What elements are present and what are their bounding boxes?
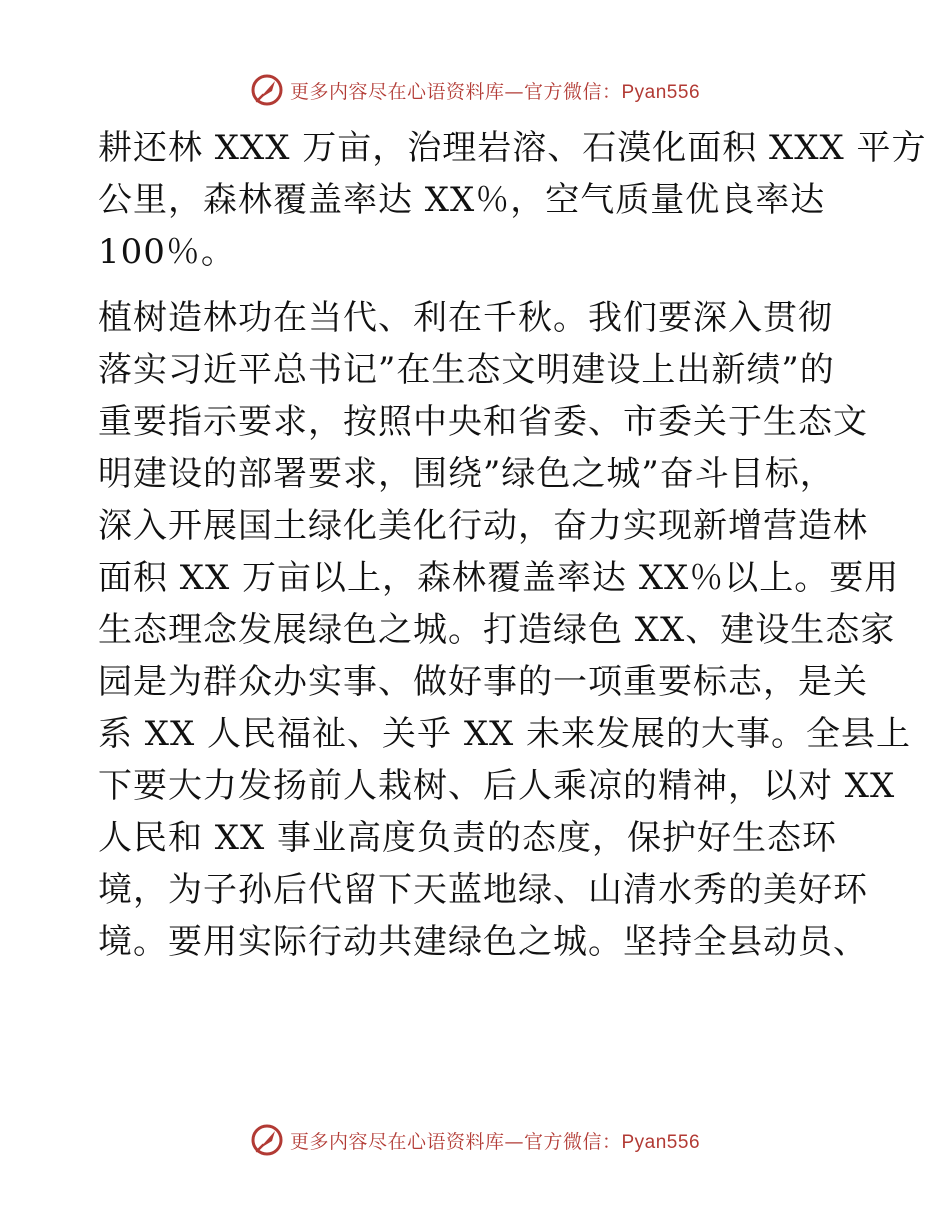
paragraph-1 [98,122,927,278]
text-line: 系 XX 人民福祉、关乎 XX 未来发展的大事。全县上 [98,714,912,754]
text-line: 境，为子孙后代留下天蓝地绿、山清水秀的美好环 [98,870,868,910]
header-watermark-text: 更多内容尽在心语资料库—官方微信：Pyan556 [289,80,701,103]
header-watermark [0,70,950,110]
text-line: 植树造林功在当代、利在千秋。我们要深入贯彻 [98,298,833,338]
text-line: 园是为群众办实事、做好事的一项重要标志，是关 [98,662,868,702]
text-line: 重要指示要求，按照中央和省委、市委关于生态文 [98,402,868,442]
text-line: 下要大力发扬前人栽树、后人乘凉的精神，以对 XX [98,766,896,806]
text-line: 境。要用实际行动共建绿色之城。坚持全县动员、 [98,922,868,962]
text-line: 落实习近平总书记”在生态文明建设上出新绩”的 [98,350,835,390]
footer-watermark [0,1120,950,1160]
footer-watermark-text: 更多内容尽在心语资料库—官方微信：Pyan556 [289,1130,701,1153]
text-line: 人民和 XX 事业高度负责的态度，保护好生态环 [98,818,838,858]
paragraph-2 [98,292,912,968]
text-line: 100％。 [98,232,236,272]
text-line: 耕还林 XXX 万亩，治理岩溶、石漠化面积 XXX 平方 [98,128,927,168]
quill-logo-icon [250,1123,284,1157]
text-line: 面积 XX 万亩以上，森林覆盖率达 XX％以上。要用 [98,558,900,598]
text-line: 公里，森林覆盖率达 XX％，空气质量优良率达 [98,180,826,220]
document-body [98,122,927,968]
quill-logo-icon [250,73,284,107]
text-line: 深入开展国土绿化美化行动，奋力实现新增营造林 [98,506,868,546]
text-line: 生态理念发展绿色之城。打造绿色 XX、建设生态家 [98,610,896,650]
text-line: 明建设的部署要求，围绕”绿色之城”奋斗目标， [98,454,835,494]
